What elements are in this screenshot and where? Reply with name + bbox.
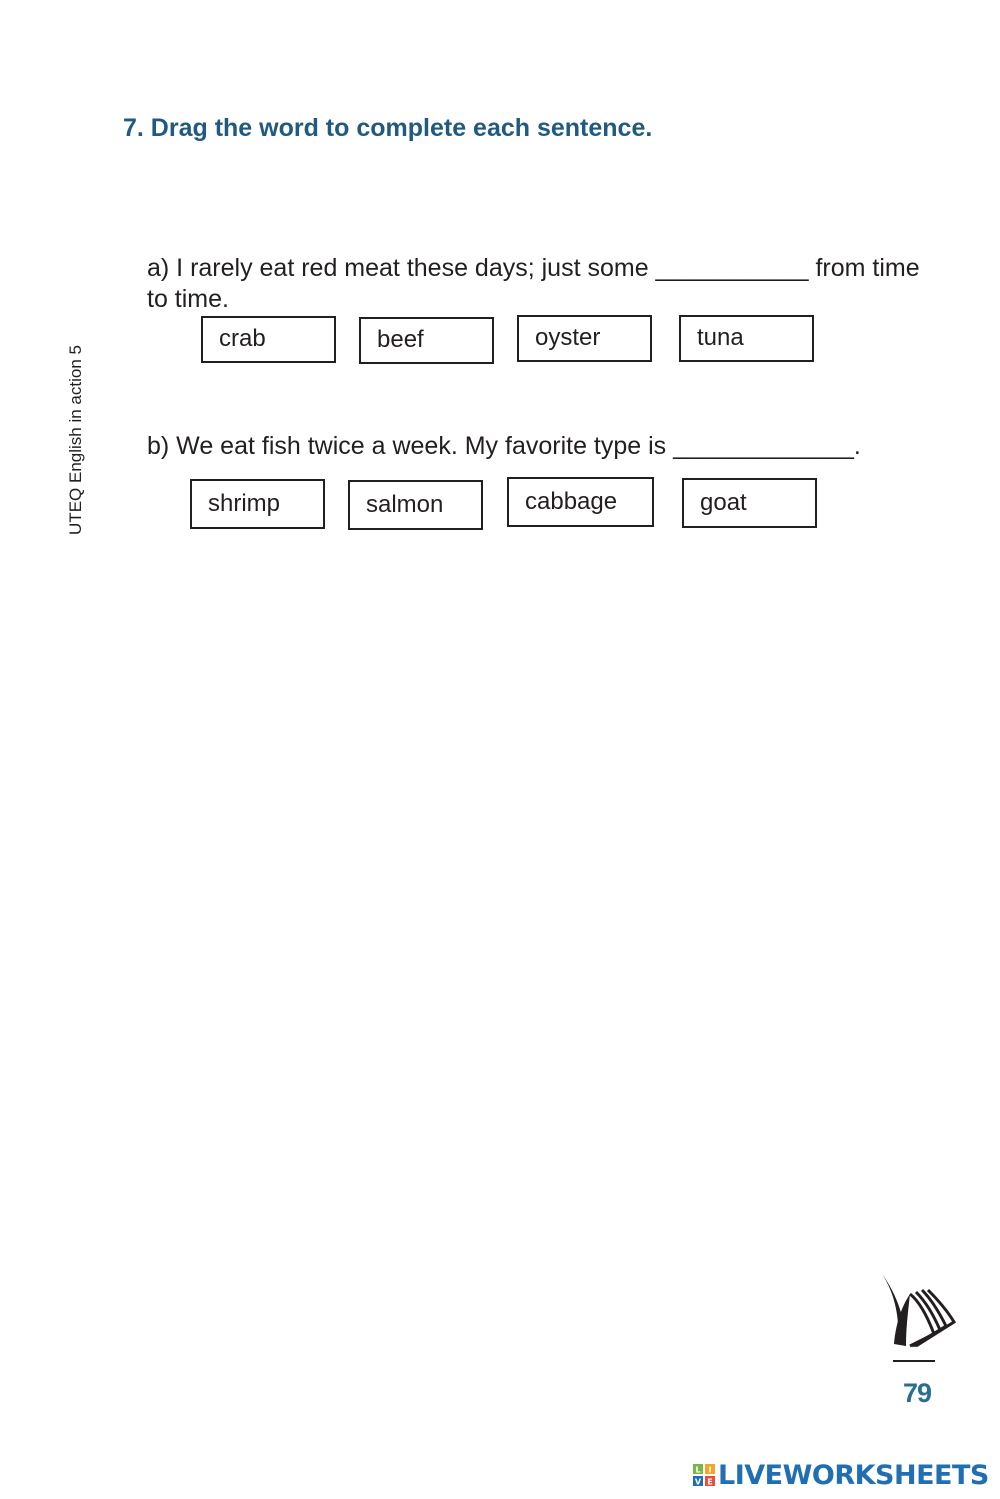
sentence-a: a) I rarely eat red meat these days; just some ___________ from time to time. [147, 254, 920, 313]
page-number-rule [893, 1360, 935, 1362]
word-option-salmon[interactable]: salmon [348, 480, 483, 530]
word-option-cabbage[interactable]: cabbage [507, 477, 654, 527]
svg-text:L: L [695, 1465, 701, 1475]
liveworksheets-wordmark: LIVEWORKSHEETS [718, 1459, 989, 1491]
liveworksheets-logo-icon [693, 1464, 715, 1486]
svg-text:V: V [694, 1477, 702, 1486]
word-option-tuna[interactable]: tuna [679, 315, 814, 362]
word-option-crab[interactable]: crab [201, 316, 336, 363]
sentence-b: b) We eat fish twice a week. My favorite type is _____________. [147, 432, 861, 460]
svg-text:I: I [708, 1465, 712, 1475]
word-option-goat[interactable]: goat [682, 478, 817, 528]
word-option-beef[interactable]: beef [359, 317, 494, 364]
page-number: 79 [902, 1378, 932, 1408]
svg-text:E: E [707, 1477, 713, 1486]
book-icon [876, 1272, 958, 1352]
exercise-title: 7. Drag the word to complete each sentence. [123, 114, 653, 142]
side-book-label: UTEQ English in action 5 [66, 345, 85, 535]
word-option-shrimp[interactable]: shrimp [190, 479, 325, 529]
word-option-oyster[interactable]: oyster [517, 315, 652, 362]
liveworksheets-brand [693, 1460, 989, 1490]
